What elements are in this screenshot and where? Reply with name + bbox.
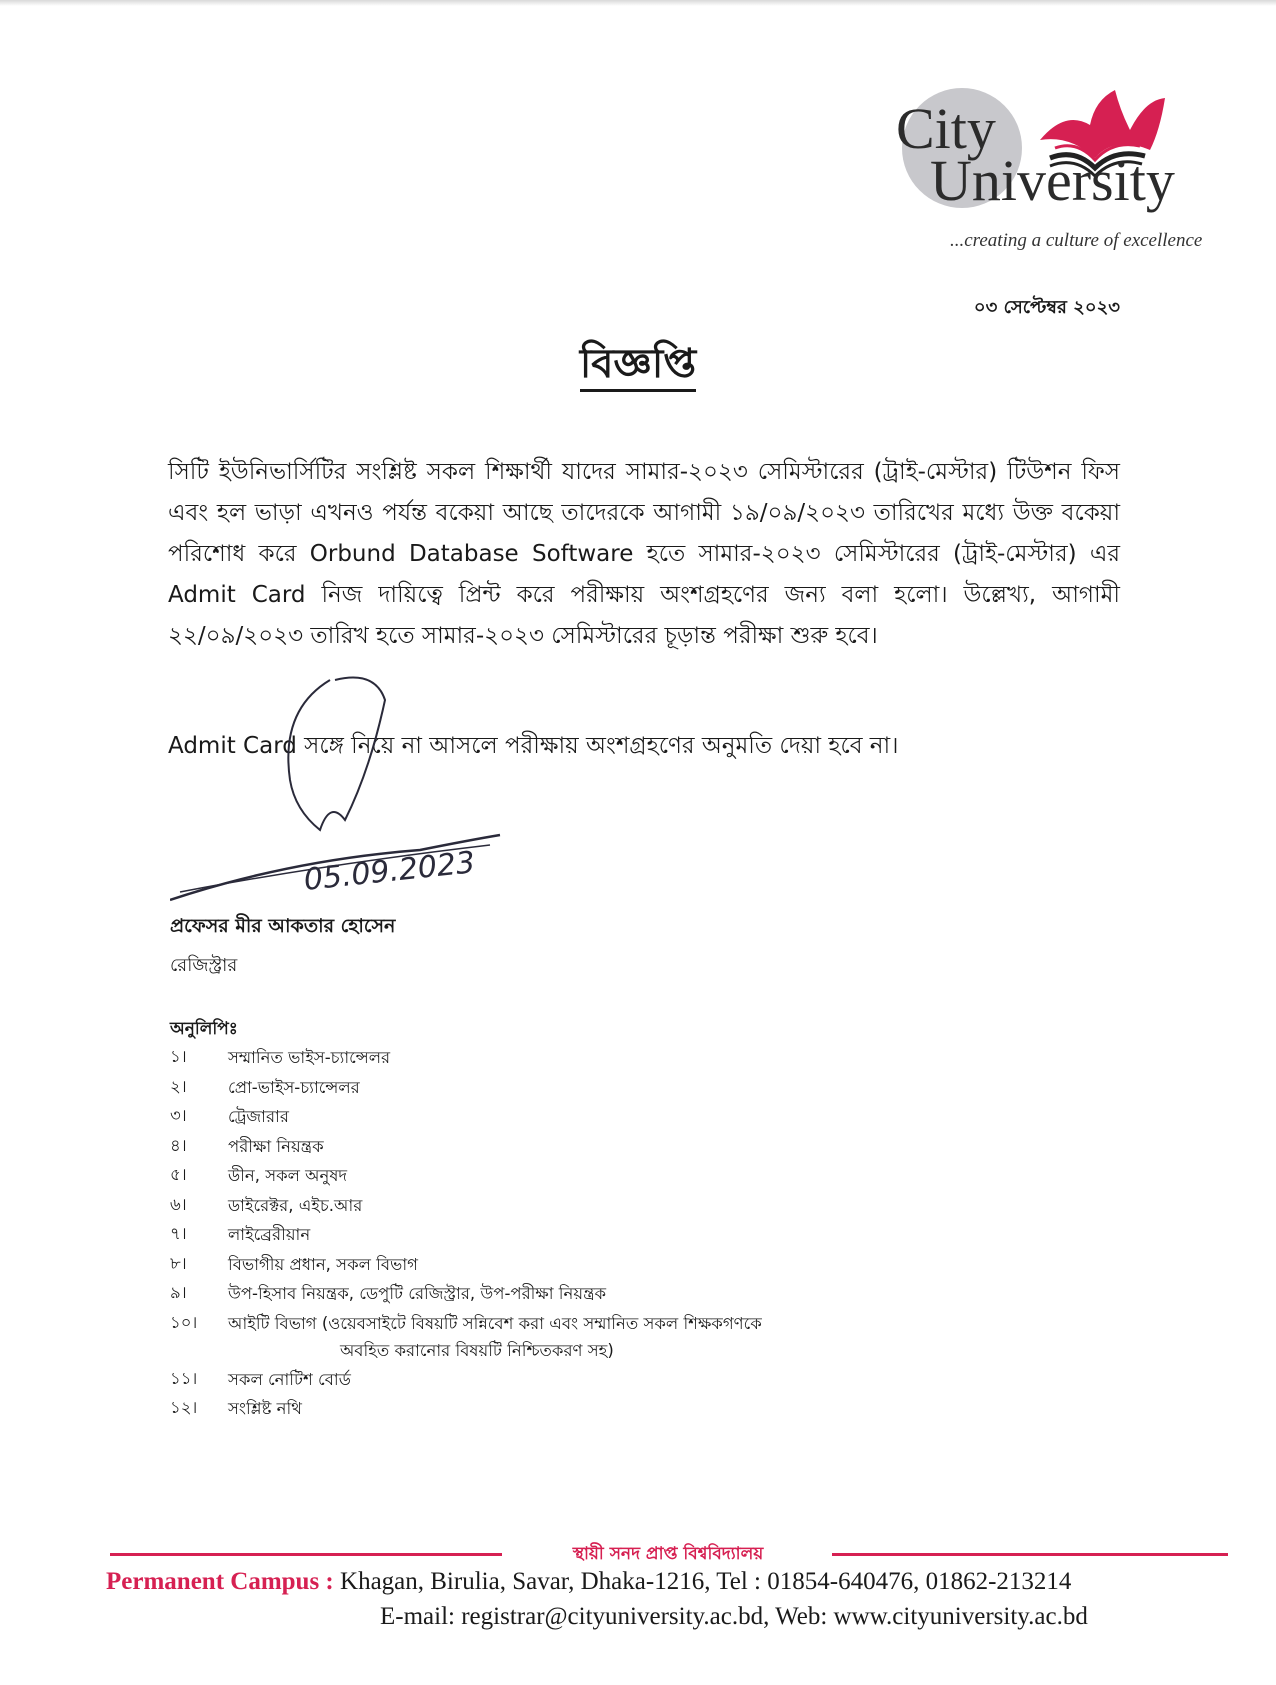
- list-item-text: ডীন, সকল অনুষদ: [228, 1166, 348, 1185]
- list-item-number: ৮।: [170, 1253, 187, 1273]
- list-item-text-line1: আইটি বিভাগ (ওয়েবসাইটে বিষয়টি সন্নিবেশ করা এবং সম্মানিত সকল শিক্ষকগণকে: [228, 1313, 762, 1333]
- list-item: [170, 1044, 910, 1074]
- list-item: [170, 1221, 910, 1251]
- list-item: [170, 1192, 910, 1222]
- list-item-number: ৫।: [170, 1165, 187, 1184]
- list-item-text: সকল নোটিশ বোর্ড: [228, 1369, 351, 1389]
- logo-text-university: University: [930, 148, 1175, 213]
- list-item: [170, 1103, 910, 1133]
- list-item-text: সম্মানিত ভাইস-চ্যান্সেলর: [228, 1048, 391, 1067]
- list-item-text: প্রো-ভাইস-চ্যান্সেলর: [228, 1077, 360, 1097]
- signatory-name: প্রফেসর মীর আকতার হোসেন: [170, 915, 396, 937]
- notice-title: [470, 332, 806, 399]
- footer-divider-right: [832, 1553, 1228, 1556]
- list-item: [170, 1310, 910, 1366]
- list-item-text: বিভাগীয় প্রধান, সকল বিভাগ: [228, 1254, 418, 1274]
- list-item: [170, 1074, 910, 1104]
- list-item-text: উপ-হিসাব নিয়ন্ত্রক, ডেপুটি রেজিস্ট্রার, উপ-পরীক্ষা নিয়ন্ত্রক: [228, 1284, 607, 1303]
- list-item-number: ৯।: [170, 1283, 187, 1302]
- footer-contact: E-mail: registrar@cityuniversity.ac.bd, Web: www.cityuniversity.ac.bd: [380, 1603, 1088, 1630]
- list-item: [170, 1280, 910, 1310]
- list-item-number: ১০।: [170, 1312, 198, 1332]
- list-item-number: ৭।: [170, 1224, 187, 1243]
- list-item: [170, 1395, 910, 1425]
- list-item-text: [228, 1310, 908, 1364]
- list-item: [170, 1251, 910, 1281]
- list-item-text-line2: অবহিত করানোর বিষয়টি নিশ্চিতকরণ সহ): [340, 1340, 614, 1360]
- list-item-text: ট্রেজারার: [228, 1107, 289, 1126]
- signature-date: 05.09.2023: [302, 845, 477, 898]
- list-item-number: ১২।: [170, 1398, 198, 1417]
- list-item: [170, 1162, 910, 1192]
- logo-tagline: ...creating a culture of excellence: [950, 230, 1203, 251]
- list-item-text: লাইব্রেরীয়ান: [228, 1225, 311, 1244]
- list-item-text: সংশ্লিষ্ট নথি: [228, 1399, 302, 1418]
- footer-divider-left: [110, 1553, 502, 1556]
- footer-accreditation-label: স্থায়ী সনদ প্রাপ্ত বিশ্ববিদ্যালয়: [572, 1544, 764, 1564]
- list-item-number: ২।: [170, 1076, 187, 1096]
- signatory-designation: রেজিস্ট্রার: [170, 955, 238, 976]
- list-item-number: ৪।: [170, 1135, 187, 1155]
- copies-list: [170, 1044, 910, 1425]
- notice-date: ০৩ সেপ্টেম্বর ২০২৩: [973, 297, 1120, 318]
- handwritten-signature: [170, 660, 550, 910]
- notice-paragraph-2: Admit Card সঙ্গে নিয়ে না আসলে পরীক্ষায় অংশগ্রহণের অনুমতি দেয়া হবে না।: [168, 733, 899, 759]
- list-item-number: ১।: [170, 1047, 187, 1066]
- university-logo: [890, 70, 1230, 260]
- logo-text-city: City: [896, 96, 996, 161]
- notice-paragraph-1: সিটি ইউনিভার্সিটির সংশ্লিষ্ট সকল শিক্ষার্থী যাদের সামার-২০২৩ সেমিস্টারের (ট্রাই-মেস্টার) টিউশন ফিস এবং হল ভাড়া এখনও পর্যন্ত বকেয়া আছে তাদেরকে আগামী ১৯/০৯/২০২৩ তারিখের মধ্যে উক্ত বকেয়া পরিশোধ করে Orbund Database Software হতে সামার-২০২৩ সেমিস্টারের (ট্রাই-মেস্টার) এর Admit Card নিজ দায়িত্বে প্রিন্ট করে পরীক্ষায় অংশগ্রহণের জন্য বলা হলো। উল্লেখ্য, আগামী ২২/০৯/২০২৩ তারিখ হতে সামার-২০২৩ সেমিস্টারের চূড়ান্ত পরীক্ষা শুরু হবে।: [168, 459, 1120, 649]
- list-item: [170, 1366, 910, 1396]
- footer-campus-address: [106, 1568, 1236, 1596]
- notice-title-text: বিজ্ঞপ্তি: [580, 341, 696, 392]
- list-item-text: ডাইরেক্টর, এইচ.আর: [228, 1195, 363, 1215]
- footer-campus-label: Permanent Campus :: [106, 1568, 334, 1595]
- list-item: [170, 1133, 910, 1163]
- list-item-number: ১১।: [170, 1368, 198, 1388]
- list-item-text: পরীক্ষা নিয়ন্ত্রক: [228, 1136, 324, 1156]
- list-item-number: ৩।: [170, 1106, 187, 1125]
- copies-heading: অনুলিপিঃ: [170, 1019, 238, 1039]
- scan-edge: [0, 0, 1276, 6]
- footer-campus-text: Khagan, Birulia, Savar, Dhaka-1216, Tel : 01854-640476, 01862-213214: [340, 1568, 1072, 1595]
- list-item-number: ৬।: [170, 1194, 187, 1214]
